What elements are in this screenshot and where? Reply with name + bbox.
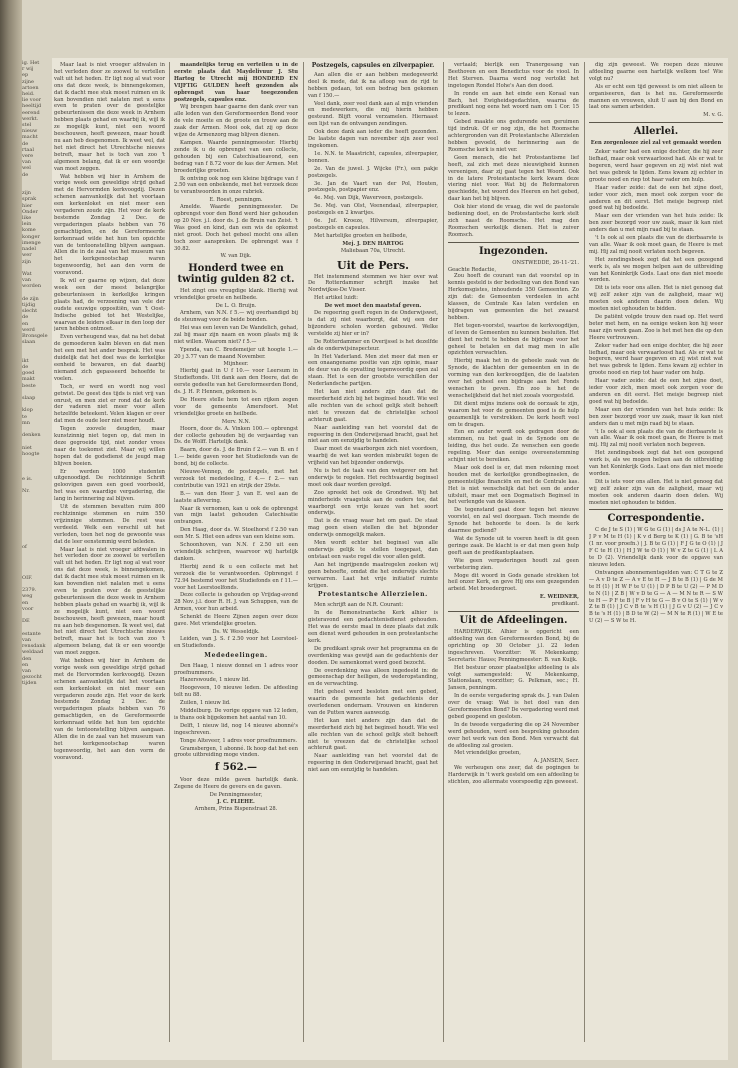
section-heading: Correspondentie. xyxy=(607,513,705,525)
paragraph: Met hartelijke groeten en heilbede, xyxy=(314,232,408,239)
paragraph: Het geheel werd besloten met een gebed, waarin de gemeente het gedachtenis der overledenen ondernam. Vrouwen en kinderen van de Putten waren aanwezig. xyxy=(308,689,438,716)
signature: Mijnheer. xyxy=(223,361,249,368)
paragraph: Dit is iets voor ons allen. Het is niet genoeg dat wij zelf zeker zijn van de zaligheid, maar wij moeten ook anderen daarin doen delen. Wij moeten niet ophouden te bidden. xyxy=(589,285,723,313)
signature: De L. O. Bruijn. xyxy=(215,303,257,310)
paragraph: Maar ook doel is er, dat men rekening moet houden met de kerkelijke grondbeginselen, de gemeentelijke financiën en met de Centrale kas. Het is niet wenschelijk dat het een de ander uitsluit, maar met een Dogmatisch Beginsel in het verlengde van de klassen. xyxy=(448,464,579,506)
address: Maliebaan 70a, Utrecht. xyxy=(340,247,406,254)
section-divider xyxy=(589,509,723,510)
paragraph: Hierbij zend ik u een collecte met het verzoek die te verantwoorden. Opbrengst f 72.94 bestemd voor het Studiefonds en f 11.— voor het Leerstoelfonds. xyxy=(174,563,298,591)
paragraph: Zeker vader had een enige dochter, die hij zeer liefhad, maar ook verwaarloosd had. Als er wat te begeren, werd haar gegeven en zij wist niet wat het was gebrek te lijden. Eens kwam zij echter in groote nood en riep tot haar vader om hulp. xyxy=(589,149,723,183)
paragraph: Uit de stemmen bevatten ruim 800 rechtzinnige stemmen en ruim 550 vrijzinnige stemmen. De rest was verdeeld. Welk een verschil uit het verleden, toen het nog de gewoonte was dat de leer eenstemmig werd beleden. xyxy=(54,504,165,545)
paragraph: Het zendingsboek zegt dat het een gezegend werk is, als we mogen helpen aan de uitbreiding van het Koninkrijk Gods. Laat ons dan niet moede worden. xyxy=(589,256,723,284)
paragraph: Naar aanleiding van het voorstel dat de regeering in den Onderwijsraad bracht, gaat het niet aan om eenzijdig te handelen. xyxy=(308,753,438,774)
section-heading: Postzegels, capsules en zilverpapier. xyxy=(311,62,435,69)
paragraph: Ik wil er gaarne op wijzen, dat deze week een der meest belangrijke gebeurtenissen in kerkelijke kringen plaats had, de verzoening van vele der oudste eeuwige oppositiën, van 't Oost-Indische gebied tot het Westelijke, waarvan de leiders elkaar in den loop der jaren hebben ontmoet. xyxy=(54,278,165,333)
paragraph: Het zingt ons vreugdige klank. Hierhij wat vriendelijke groete en heilbede. xyxy=(174,288,298,302)
column-rule xyxy=(443,62,444,1042)
paragraph: Als er echt een tijd geweest is om niet alleen te organiseeren, dan is het nu. Gereformeerde mannen en vrouwen, sluit U aan bij den Bond en laat ons samen arbeiden. xyxy=(589,83,723,111)
paragraph: Kampen. Waarde penningmeester. Hierbij zende ik u de opbrengst van een collecte, gehouden bij een Catechisatieavond, een bedrag van f 8.72 voor de kas der Armen. Met broederlijke groeten. xyxy=(174,139,298,174)
paragraph: De patiënt volgde trouw den raad op. Het werd beter met hem, en na eenige weken kon hij weer naar zijn werk gaan. Zoo is het met hen die op den Heere vertrouwen. xyxy=(589,314,723,341)
paragraph: Hoorn, door ds. A. Vinken 100.— opbrengst der collecte gehouden bij de verjaardag van Ds. de Wolff. Hartelijk dank. xyxy=(174,425,298,446)
total-amount: f 562.— xyxy=(214,762,258,774)
signature: Merv. N.N. xyxy=(221,418,251,425)
paragraph: Amelde. Waarde penningmeester. De opbrengst voor den Bond werd hier gehouden op 20 Nov. j.l. door ds. J. de Bruin van Zeist. 't Was goed en kind, dan een wis de opkomst niet groot. Doch het geheel mocht ons allen toch zeer aanspreken. De opbrengst was f 30.82. xyxy=(174,204,298,252)
section-heading: Allerlei. xyxy=(633,126,679,138)
list-item: 1e. N.N. te Maastricht, capsules, zilverpapier, bonnen. xyxy=(308,150,438,164)
paragraph: Hierbij gaat in U f 10.— voor Leersum in Studieftonds. Uit dank aan den Heere, dat de eerste gedeelte van het Gereformeerden Bond, ds. J. H. P. Hennen, gekomen is. xyxy=(174,368,298,396)
sub-heading: De wet moet den maatstaf geven. xyxy=(324,303,422,310)
list-item: Middelburg. De vorige opgave van 12 leden, is thans ook bijgekomen het aantal van 10. xyxy=(174,708,298,721)
paragraph: Zeker vader had een enige dochter, die hij zeer liefhad, maar ook verwaarloosd had. Als er wat te begeren, werd haar gegeven en zij wist niet wat het was gebrek te lijden. Eens kwam zij echter in groote nood en riep tot haar vader om hulp. xyxy=(589,342,723,377)
paragraph: Het kan niet anders zijn dan dat de meerderheid zich bij het beginsel houdt. Wie wel alle rechten van de school gelijk stelt behoeft niet te vreezen dat de christelijke school achteruit gaat. xyxy=(308,389,438,423)
paragraph: Wat hebben wij hier in Arnhem de vorige week een geweldige strijd gehad met de Hervormden kerkvoogdij. Dezen schenen aanvankelijk dat het voortaan een kerkenloket en niet meer een vergaderen zoude zijn. Het voor de kerk bestemde Zondag 2 Dec. de vergaderingen plaats hebben van 76 gemachtigden, en de Gereformeerde kerkenraad wilde het hun ten opzichte van de tentoonstelling blijven aangaan. Allen die in de zaal van het museum van het kerkgenootschap waren tegenwoordig, het aan den vorm de vooravond. xyxy=(54,658,165,761)
paragraph: Hei was een leven van De Wandelich, gehad, zal bij maar zijn naam en woon plaats mij ik niet willen. Waarom niet? f 5.— xyxy=(174,324,298,345)
paragraph: vertaald; bierlijk een Tranergesang van Beethoven en een Benedictus voor de viool. In Het Sterven. Daarna werd nog vertolkt het ingetogen Rondel Hohe's Aan den dood. xyxy=(448,62,579,89)
paragraph: We verheugen ons zeer, dat de pogingen te Harderwijk in 't werk gesteld om een afdeeling te stichten, zoo allermate voorspoedig zijn geweest. xyxy=(448,765,579,786)
paragraph: Geen mensch, die het Protestantisme lief heeft, zal zich met deze nieuwigheid kunnen vereenigen, daar zij gaat tegen het Woord. Ook in de latere Protestantsche kerk kwam deze viering niet voor. Wat bij de Reformatoren geschiedde, het woord des Heeren en het gebed, daar kan het bij blijven. xyxy=(448,154,579,203)
column-rule xyxy=(303,62,304,1042)
signature: A. JANSEN, Secr. xyxy=(533,758,579,765)
paragraph: De regeering geeft regen in de Onderwijswet, is dat zij niet waarborgt, dat wij een der bijzondere scholen worden gebouwd. Welke verstelde zij hier er in? xyxy=(308,310,438,337)
paragraph: HARDERWIJK. Alhier is opgericht een afdeeling van den Gereformeerden Bond, bij de oprichting op 30 October j.l. 22 leden ingeschreven. Voorzitter: W. Mekenkamp; Secretaris: Hauss; Penningmeester: B. van Kuijk. xyxy=(448,629,579,663)
paragraph: In Het Vaderland. Men ziet meer dat men er een onaangename positie van zijn opinie, maar de deur van de opvatting tegenwoordig open zal staan. Het is een der grootste verschillen der Nederlandsche partijen. xyxy=(308,353,438,388)
section-heading: Uit de Pers. xyxy=(337,258,409,272)
column-3 xyxy=(308,62,438,1042)
paragraph: Wat de Synode uit te voeren heeft is dit geen geringe zaak. De klacht is er dat men geen hulp geeft aan de predikantsplaatsen. xyxy=(448,536,579,556)
paragraph: Naar aanleiding van het voorstel dat de regeering in den Onderwijsraad bracht, gaat het niet aan om eenzijdig te handelen. xyxy=(308,424,438,445)
paragraph: Maar een der vrienden van het huis zeide: Ik ben zeer bezorgd voor uw zaak, maar ik kan niet anders dan u met mijn raad bij te staan. xyxy=(589,406,723,427)
address: Arnhem, Prins Bispenstraat 28. xyxy=(194,806,278,812)
paragraph: Maar laat is niet vroeger afdwalen in het verleden door ze zoowel te vertellen valt uit het heden. Er ligt nog al wat voor ons dat deze week, is binnengekomen, dat ik dacht mee stuk moest ruimen en ik kan bovendien niet nalaten met u eens even te praten over de geestelijke gebeurtenissen die deze week in Arnhem hebben plaats gehad en waarbij ik, wijl ik ze mogelijk kunt, niet een woord beschouwen, heeft gewezen, maar houdt nu aan heb desgenomen. Ik weet wel, dat het niet direct het Utrechtsche nieuws betreft, maar het is toch van zoo 't algemeen belang, dat ik er een woordje van moet zeggen. xyxy=(54,546,165,657)
intro-paragraph: maandelijks terug en vertellen u in de eerste plaats dat Maydelivuur J. Stu Hartog te Utrecht mij HONDERD EN VIJFTIG GULDEN heeft gezonden als opbrengst van haar toegezonden postzegels, capsules enz. xyxy=(174,62,298,103)
paragraph: Het artikel luidt: xyxy=(314,295,358,302)
section-heading: Ingezonden. xyxy=(478,245,549,257)
paragraph: C de J te S (1) | W G te G (1) | ds J A te N-L. (1) | J P v M te H (1) | K v d Berg te K (1) | G. B te 'sH (1 nr. voor proefn.) | J. B te G (1) | F J G te O (1) | J F C te H (1) | H J W te O (1) | W v Z te G (1) | L A te D (2). Vriendelijk dank voor de opgave van nieuwe leden. xyxy=(589,527,723,568)
paragraph: Haar vader zeide: dat de een het zijne doet, ieder voor zich, men moet ook zorgen voor de anderen en dit eerst. Het meisje begreep niet goed wat hij bedoelde. xyxy=(589,184,723,212)
paragraph: Aan allen die er aan hebben medegewerkt deel ik mede, dat ik na afloop van de rijd te hebben gedaan, tot een bedrag ben gekomen van f 150.— xyxy=(308,71,438,99)
section-heading: Mededeelingen. xyxy=(204,651,268,659)
paragraph: Het zendingsboek zegt dat het een gezegend werk is, als we mogen helpen aan de uitbreiding van het Koninkrijk Gods. Laat ons dan niet moede worden. xyxy=(589,450,723,477)
paragraph: Tegen zoovele deugden, maar kunstzinnig niet tegen op, dat men in deze gegroeide tijd, niet zonder vrees naar de toekomst ziet. Maar wij willen hopen dat de godsdienst de jeugd mag blijven boeien. xyxy=(54,426,165,467)
paragraph: Men wordt echter het beginsel van alle onderwijs gelijk te stellen toegepast, dan ontstaat een vaste regel die voor allen geldt. xyxy=(308,540,438,560)
list-item: Hoogeveen, 10 nieuwe leden. De afdeeling telt nu 88. xyxy=(174,685,298,699)
paragraph: Men schrijft aan de N.R. Courant: xyxy=(314,602,404,609)
section-heading: Uit de Afdeelingen. xyxy=(459,615,568,627)
paragraph: Naar ik vernomen, kan u ook de opbrengst van mijn laatst gehouden Catechisatie ontvangen. xyxy=(174,505,298,526)
paragraph: Den Haag, door ds. W. Stoelhorst f 2.50 van een Mr. S. Hiet een adres van een kleine som. xyxy=(174,527,298,541)
paragraph: Het tegen-voorstel, waartoe de kerkvoogdijen, of leven de Gemeenten nu kunnen besluiten. Het dient het recht te hebben de bijdrage voor het geheel te betalen en dat mag men in alle opzichten verwachten. xyxy=(448,322,579,357)
paragraph: Nieuwe-Vennep, de postzegels, met het verzoek tot mededeeling, f 4.— f 2.— van contributie van 1921 en strijk der 29ste. xyxy=(174,469,298,489)
paragraph: De overdenking was alleen ingedeeld in: de gemeenschap der heiligen, de wederopstanding, en de verwachting. xyxy=(308,667,438,688)
column-rule xyxy=(584,62,585,1042)
column-2 xyxy=(174,62,298,1042)
paragraph: Deze collecte is gehouden op Vrijdag-avond 28 Nov. j.l. door R. H. J. van Schuppen, van de Armen, voor hun arbeid. xyxy=(174,592,298,613)
paragraph: Even verheugend was, dat na het debat de gemoederen kalm bleven en dat men het een met het ander besprak. Het was duidelijk dat het doel was de kerkelijke eenheid te bewaren, en dat daarbij niemand zich gepasseerd behoefde te voelen. xyxy=(54,334,165,382)
list-item: Delft, 1 nieuw lid, nog 14 nieuwe abonné's ingeschreven. xyxy=(174,722,298,736)
paragraph: De tegenstand gaat door tegen het nieuwe voorstel, en zal wel doorgaan. Toch meende de Synode het behoorde te doen. Is de kerk daarmee gediend? xyxy=(448,507,579,535)
paragraph: Arnhem, van N.N. f 5.— wij overhandigd bij de steunwag voor de beide bonden. xyxy=(174,310,298,323)
paragraph: Ypenda, van C. Bredemeijer uit hoogte 1.— 20 j 3.77 van de maand November. xyxy=(174,346,298,360)
list-item: Den Haag, 1 nieuw donnel en 1 adres voor proefnummers. xyxy=(174,662,298,676)
paragraph: Zou hoeft de courant van dat voorstel op in kennis gesteld is der bedoeling van den Bond van Herkomsgistes, inhoudende 350 Gemeenten. Zo zijn dat: de Gemeenten verdeelen in acht klassen, de Centrale Kas laten verdelen en bijdragen van gemeenten die het zwaarst hebben. xyxy=(448,273,579,321)
signature: J. C. FLIEHE. xyxy=(217,799,255,806)
adjacent-page-edge: ig. Het r wij ep zijne artoen heid. lie voor heeltijd eerend werkt. stel nieuw macht de rtaal vere van wel de zijn sprak hier Onder like lein kome konger imenge nadel wer zijn Wat van worden de zijn tijdig slecht de en werd Bronsgele slaan ikt de goed makt beste slaap klop te mn denken niet hoogte e is. Nr. of OIF. 2379. weg en voor DE estante van rensdank weldaad den en van gezocht tijden xyxy=(22,60,48,687)
paragraph: Ik ontving ook nog een kleine bijdrage van f 2.50 van een onbekende, met het verzoek deze te verantwoorden in onze rubriek. xyxy=(174,175,298,196)
list-item: 3e. Jan de Vaart van der Pol, Houten, postzegels, postpapier enz. xyxy=(308,180,438,194)
signature: M. v. G. xyxy=(703,112,723,119)
signature: W. van Dijk. xyxy=(220,253,252,260)
paragraph: 't Is ook al een plaats die van de dierbaarste is van alle. Waar ik ook moet gaan, de Heere is met mij. Hij zal mij nooit verlaten noch begeven. xyxy=(589,428,723,449)
list-item: 6e. Juf. Kroeze, Hilversum, zilverpapier, postzegels en capsules. xyxy=(308,218,438,231)
paragraph: In ronde en aan het einde een Koraal van Bach, het Ewigheidsgedachten, waarna de predikant nog eens het woord nam om 1 Cor. 15 te lezen. xyxy=(448,90,579,118)
column-rule xyxy=(169,62,170,1042)
paragraph: Leiden, van J. S. f 2.50 voor het Leerstoel- en Studiefonds. xyxy=(174,635,298,649)
section-heading: Honderd twee en twintig gulden 82 ct. xyxy=(177,263,295,286)
signature: E. WEIDNER, xyxy=(539,594,579,601)
paragraph: Het bestuur onzer plaatselijke afdeeling is als volgt samengesteld: W. Mekenkamp, Stationslaan, voorzitter; G. Pelkman, sec.; H. Jansen, penningm. xyxy=(448,664,579,692)
salutation: Geachte Redactie, xyxy=(448,266,497,273)
paragraph: Aan het ingrijpende maatregelen zoeken wij geen behoefte, omdat die het onderwijs slechts verwarren. Laat het vrije initiatief ruimte krijgen. xyxy=(308,561,438,589)
paragraph: Wie geen vergaderingen houdt zal geen verbetering zien. xyxy=(448,557,579,571)
paragraph: Ontvangen abonnementsgelden van: C T G te Z — A v D te Z — A v E te H — J B te B (1) | G de M te H (1) | H W F te U (1) | D P B te U (2) — P M D te N (1) | Z B | W v D te G — A — M N te R — S W te H — P F te B | F v H te G — B v O te S (1) | W v Z te B (1) | J C v B te 's H (1) | J G v U (2) — J C v B te 's H (1) | B D te W (2) — M N te R (1) | W E te U (2) — S W te H. xyxy=(589,569,723,625)
paragraph: dig zijn geweest. We roepen deze nieuwe afdeeling gaarne een hartelijk welkom toe! Wie volgt nu? xyxy=(589,62,723,82)
paragraph: Schenkt de Heere Zijnen zegen over deze gave. Met vriendelijke groeten. xyxy=(174,614,298,628)
paragraph: Voor deze milde gaven hartelijk dank. Zegene de Heere de gevers en de gaven. xyxy=(174,777,298,791)
paragraph: Dit is iets voor ons allen. Het is niet genoeg dat wij zelf zeker zijn van de zaligheid, maar wij moeten ook anderen daarin doen delen. Wij moeten niet ophouden te bidden. xyxy=(589,478,723,506)
signature: Ds. W. Wesseldijk. xyxy=(212,628,260,635)
paragraph: In de Remonstrantsche Kerk alhier is gisteravond een gedachtenisdienst gehouden. Het was de eerste maal in deze plaats dat zulk een dienst werd gehouden in een protestantsche kerk. xyxy=(308,610,438,644)
paragraph: Daar moet de waarborgen zich niet voordoen, waarbij de wet kan worden misbruikt tegen de vrijheid van het bijzonder onderwijs. xyxy=(308,446,438,467)
column-4 xyxy=(448,62,579,1042)
paragraph: Schoonhoven, van N.N. f 2.50 uit een vriendelijk schrijven, waarvoor wij hartelijk danken. xyxy=(174,542,298,562)
paragraph: De predikant sprak over het programma en de overdenking was gewijd aan de gedachtenis der dooden. De samenkomst werd goed bezocht. xyxy=(308,645,438,666)
paragraph: Hierbij maak het in de geheele zaak van de Synode, de klachten der gemeenten en in de vorming van den kerkvoogdijen, die de laatsten over het geheel een bijdrage aan het Fonds wenschen te geven. En zoo is het de wenschelijkheid dat het niet zooals voorgesteld. xyxy=(448,358,579,399)
paragraph: Het instemmend stemmen we hier over wat De Rotterdammer schrijft inzake het Nordwijkse-De Visser. xyxy=(308,273,438,294)
paragraph: 't Is ook al een plaats die van de dierbaarste is van alle. Waar ik ook moet gaan, de Heere is met mij. Hij zal mij nooit verlaten noch begeven. xyxy=(589,235,723,255)
paragraph: De Heere stelle hem tot een rijken zegen voor de gemeente Amersfoort. Met vriendelijke groete en heilbede. xyxy=(174,396,298,417)
list-item: 4e. Mej. van Dijk, Waverveen, postzegels. xyxy=(314,195,424,202)
section-divider xyxy=(448,611,579,612)
section-divider xyxy=(448,242,579,243)
column-5 xyxy=(589,62,723,1042)
signature-title: predikant. xyxy=(551,601,579,608)
paragraph: Maar laat is niet vroeger afdwalen in het verleden door ze zoowel te vertellen valt uit het heden. Er ligt nog al wat voor ons dat deze week, is binnengekomen, dat ik dacht mee stuk moest ruimen en ik kan bovendien niet nalaten met u eens even te praten over de geestelijke gebeurtenissen die deze week in Arnhem hebben plaats gehad en waarbij ik, wijl ik ze mogelijk kunt, niet een woord beschouwen, heeft gewezen, maar houdt nu aan heb desgenomen. Ik weet wel, dat het niet direct het Utrechtsche nieuws betreft, maar het is toch van zoo 't algemeen belang, dat ik er een woordje van moet zeggen. xyxy=(54,62,165,172)
list-item: 2e. Van de juwel. J. Wijcke (Fr.), een pakje postzegels. xyxy=(308,165,438,179)
newspaper-page xyxy=(52,58,728,1060)
section-heading: Protestantsche Allerzielen. xyxy=(318,591,428,599)
list-item: Zuilen, 1 nieuw lid. xyxy=(180,700,231,707)
paragraph: Wij brengen haar gaarne den dank over van alle leden van den Gereformeerden Bond voor de vele moeite en de groote en trouw aan de zaak der Armen. Mooi ook, dat zij op deze wijze de Armenzorg mag blijven dienen. xyxy=(174,104,298,139)
binding-gutter xyxy=(0,0,22,1068)
sub-heading: Een zorgenlooze ziel zal vet gemaakt worden xyxy=(590,140,722,147)
paragraph: Zoo spreekt het ook de Grondwet. Wij het minderheids vraagstuk aan de ouders toe, dat waarborgt een vrije keuze van het soort onderwijs. xyxy=(308,489,438,517)
paragraph: Baarn, door ds. J. de Bruin f 2.— van B. en f 1.— beide gaven voor het Studiefonds van de bond, bij de collecte. xyxy=(174,447,298,468)
paragraph: Er werden 1000 studenten uitgenoodigd. De rechtzinnige Schrift geloovigen gaven een goed voorbeeld, het was een waardige vergadering, die lang in herinnering zal blijven. xyxy=(54,468,165,503)
paragraph: Veel dank, zeer veel dank aan al mijn vrienden en medewerkers, die mij hierin hebben gesteund. Blijft vooral verzamelen. Hiernaast een lijst van de ontvangen zendingen. xyxy=(308,100,438,128)
paragraph: B.— van den Heer J. van E. wel aan de laatste aflevering. xyxy=(174,490,298,504)
dateline: ONSTWEDDE, 26-11-'21. xyxy=(512,259,579,266)
paragraph: Dit dient mijns inziens ook de oorzaak te zijn, waarom het voor de gemeenten goed is de hulp gezamenlijk te verstrekken. De kerk heeft veel om te dragen. xyxy=(448,400,579,428)
signature: De Penningmeester, xyxy=(209,792,263,799)
list-item: Tonge Alteveer, 1 adres voor proefnummers. xyxy=(180,737,298,744)
signature: E. Roest, penningm. xyxy=(209,197,263,204)
paragraph: Wat hebben wij hier in Arnhem de vorige week een geweldige strijd gehad met de Hervormden kerkvoogdij. Dezen schenen aanvankelijk dat het voortaan een kerkenloket en niet meer een vergaderen zoude zijn. Het voor de kerk bestemde Zondag 2 Dec. de vergaderingen plaats hebben van 76 gemachtigden, en de Gereformeerde kerkenraad wilde het hun ten opzichte van de tentoonstelling blijven aangaan. Allen die in de zaal van het museum van het kerkgenootschap waren tegenwoordig, het aan den vorm de vooravond. xyxy=(54,173,165,277)
paragraph: Met vriendelijke groeten, xyxy=(454,750,521,757)
signature: Mej. J. DEN HARTOG xyxy=(342,240,404,247)
paragraph: Het kan niet anders zijn dan dat de meerderheid zich bij het beginsel houdt. Wie wel alle rechten van de school gelijk stelt behoeft niet te vreezen dat de christelijke school achteruit gaat. xyxy=(308,717,438,752)
list-item: Gramsbergen, 1 abonné. Ik hoop dat het een groote uitbreiding moge vinden. xyxy=(174,745,298,759)
paragraph: Haar vader zeide: dat de een het zijne doet, ieder voor zich, men moet ook zorgen voor de anderen en dit eerst. Het meisje begreep niet goed wat hij bedoelde. xyxy=(589,378,723,405)
list-item: Hazerswoude, 1 nieuw lid. xyxy=(180,677,250,684)
paragraph: In de tweede vergadering die op 24 November werd gehouden, werd een bespreking gehouden over het werk van den Bond. Men verwacht dat de afdeeling zal groeien. xyxy=(448,721,579,749)
paragraph: Dat is de vraag waar het om gaat. De staat mag geen eisen stellen die het bijzonder onderwijs onmogelijk maken. xyxy=(308,518,438,539)
paragraph: In de eerste vergadering sprak ds. J. van Dalen over de vraag: Wat is het doel van den Gereformeerden Bond? De vergadering werd met gebed geopend en gesloten. xyxy=(448,693,579,720)
column-1 xyxy=(54,62,165,1042)
section-divider xyxy=(589,122,723,123)
list-item: 5e. Mej. van Olst, Veenendaal, zilverpapier, postzegels en 2 kwartjes. xyxy=(308,203,438,217)
paragraph: De Rotterdammer en Overijssel is het dezelfde als de onderwijsinspecteur. xyxy=(308,338,438,352)
paragraph: Ook hier stond de vraag, die wel de pastorale bediening doet, en de Protestantsche kerk stelt zich naast de Roomsche. Het mag den Roomschen werkelijk dienen. Het is zuiver Roomsch. xyxy=(448,204,579,238)
paragraph: Een en ander wordt ook gedragen door de stemmen, nu het gaat in de Synode om de leiding, dus het oude. Ze wenschen een goede regeling. Meer dan eenige overeenstemming schijnt niet te bereiken. xyxy=(448,429,579,464)
paragraph: Gebed maakte ons gedurende een geruimen tijd indruk. Of er nog zijn, die het Roomsche achtergronden van dit Protestantsche Allerzielen hebben gevoeld, de herinnering aan de Roomsche kerk is niet ver. xyxy=(448,119,579,153)
paragraph: Ook deze dank aan ieder die heeft gezonden. De laatste dagen van november zijn zeer veel ingekomen. xyxy=(308,129,438,149)
paragraph: Moge dit woord in Gods genade strekken tot heil onzer Kerk, en geve Hij ons een gezegenden arbeid. Met broedergroet. xyxy=(448,572,579,593)
paragraph: Toch, er werd en wordt nog veel getwist. De geest des tijds is niet vrij van onrust, en men ziet er rond dat de kerk der vaderen niet meer voor allen hetzelfde beteekent. Velen klagen er over dat men de oude leer niet meer houdt. xyxy=(54,383,165,425)
paragraph: Maar een der vrienden van het huis zeide: Ik ben zeer bezorgd voor uw zaak, maar ik kan niet anders dan u met mijn raad bij te staan. xyxy=(589,213,723,234)
paragraph: Nu is het de taak van den wetgever om het onderwijs te regelen. Het rechtvaardig beginsel moet ook daar worden gevolgd. xyxy=(308,468,438,488)
